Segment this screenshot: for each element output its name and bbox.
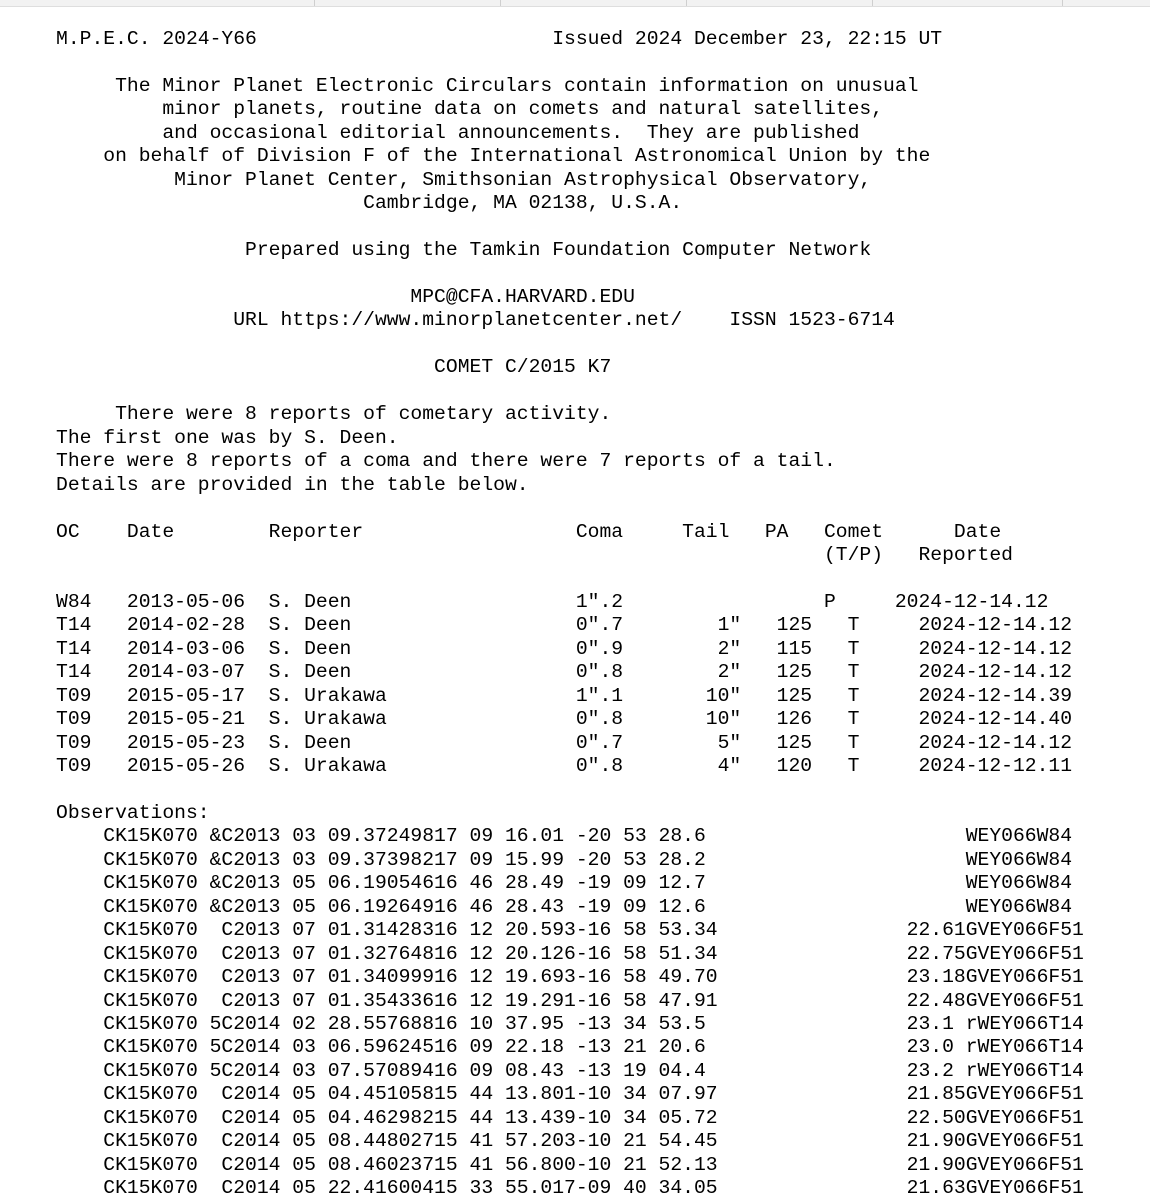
text-line: on behalf of Division F of the International Astronomical Union by the: [56, 145, 931, 168]
text-line: Minor Planet Center, Smithsonian Astrophysical Observatory,: [56, 168, 872, 191]
text-line: CK15K070 C2014 05 04.46298215 44 13.439-10 34 05.72 22.50GVEY066F51: [56, 1106, 1084, 1129]
text-line: CK15K070 C2014 05 04.45105815 44 13.801-10 34 07.97 21.85GVEY066F51: [56, 1083, 1084, 1106]
text-line: Cambridge, MA 02138, U.S.A.: [56, 192, 683, 215]
tab-divider: [500, 0, 501, 6]
text-line: W84 2013-05-06 S. Deen 1".2 P 2024-12-14.12: [56, 590, 1049, 613]
text-line: CK15K070 &C2013 05 06.19054616 46 28.49 -19 09 12.7 WEY066W84: [56, 872, 1073, 895]
tab-divider: [314, 0, 315, 6]
text-line: T14 2014-03-07 S. Deen 0".8 2" 125 T 2024-12-14.12: [56, 661, 1073, 684]
text-line: There were 8 reports of cometary activity.: [56, 403, 612, 426]
text-line: T09 2015-05-17 S. Urakawa 1".1 10" 125 T 2024-12-14.39: [56, 684, 1073, 707]
text-line: MPC@CFA.HARVARD.EDU: [56, 285, 635, 308]
text-line: CK15K070 5C2014 03 07.57089416 09 08.43 -13 19 04.4 23.2 rWEY066T14: [56, 1059, 1084, 1082]
text-line: OC Date Reporter Coma Tail PA Comet Date: [56, 520, 1002, 543]
text-line: COMET C/2015 K7: [56, 356, 612, 379]
text-line: CK15K070 C2013 07 01.35433616 12 19.291-16 58 47.91 22.48GVEY066F51: [56, 989, 1084, 1012]
tab-divider: [1062, 0, 1063, 6]
text-line: M.P.E.C. 2024-Y66 Issued 2024 December 23, 22:15 UT: [56, 28, 943, 50]
text-line: CK15K070 &C2013 05 06.19264916 46 28.43 -19 09 12.6 WEY066W84: [56, 895, 1073, 918]
tab-divider: [686, 0, 687, 6]
text-line: CK15K070 &C2013 03 09.37398217 09 15.99 -20 53 28.2 WEY066W84: [56, 848, 1073, 871]
text-line: (T/P) Reported: [56, 543, 1013, 566]
text-line: minor planets, routine data on comets and natural satellites,: [56, 98, 884, 121]
text-line: T09 2015-05-26 S. Urakawa 0".8 4" 120 T 2024-12-12.11: [56, 755, 1073, 778]
browser-tab-strip: [0, 0, 1150, 7]
text-line: CK15K070 5C2014 03 06.59624516 09 22.18 -13 21 20.6 23.0 rWEY066T14: [56, 1036, 1084, 1059]
text-line: The Minor Planet Electronic Circulars contain information on unusual: [56, 74, 919, 97]
text-line: CK15K070 C2014 05 08.46023715 41 56.800-10 21 52.13 21.90GVEY066F51: [56, 1153, 1084, 1176]
text-line: CK15K070 5C2014 02 28.55768816 10 37.95 -13 34 53.5 23.1 rWEY066T14: [56, 1013, 1084, 1036]
text-line: T09 2015-05-21 S. Urakawa 0".8 10" 126 T 2024-12-14.40: [56, 708, 1073, 731]
text-line: Observations:: [56, 801, 210, 824]
text-line: and occasional editorial announcements. They are published: [56, 121, 860, 144]
text-line: CK15K070 C2013 07 01.34099916 12 19.693-16 58 49.70 23.18GVEY066F51: [56, 966, 1084, 989]
text-line: CK15K070 &C2013 03 09.37249817 09 16.01 -20 53 28.6 WEY066W84: [56, 825, 1073, 848]
tab-divider: [872, 0, 873, 6]
text-line: T09 2015-05-23 S. Deen 0".7 5" 125 T 2024-12-14.12: [56, 731, 1073, 754]
text-line: Details are provided in the table below.: [56, 473, 529, 496]
text-line: URL https://www.minorplanetcenter.net/ ISSN 1523-6714: [56, 309, 895, 332]
text-line: The first one was by S. Deen.: [56, 426, 399, 449]
text-line: CK15K070 C2014 05 08.44802715 41 57.203-10 21 54.45 21.90GVEY066F51: [56, 1130, 1084, 1153]
text-line: CK15K070 C2013 07 01.32764816 12 20.126-16 58 51.34 22.75GVEY066F51: [56, 942, 1084, 965]
text-line: T14 2014-03-06 S. Deen 0".9 2" 115 T 2024-12-14.12: [56, 637, 1073, 660]
text-line: Prepared using the Tamkin Foundation Computer Network: [56, 239, 872, 262]
text-line: CK15K070 C2014 05 22.41600415 33 55.017-09 40 34.05 21.63GVEY066F51: [56, 1177, 1084, 1200]
text-line: There were 8 reports of a coma and there were 7 reports of a tail.: [56, 450, 836, 473]
text-line: CK15K070 C2013 07 01.31428316 12 20.593-16 58 53.34 22.61GVEY066F51: [56, 919, 1084, 942]
mpec-circular-text: [56, 28, 1084, 1201]
text-line: T14 2014-02-28 S. Deen 0".7 1" 125 T 2024-12-14.12: [56, 614, 1073, 637]
